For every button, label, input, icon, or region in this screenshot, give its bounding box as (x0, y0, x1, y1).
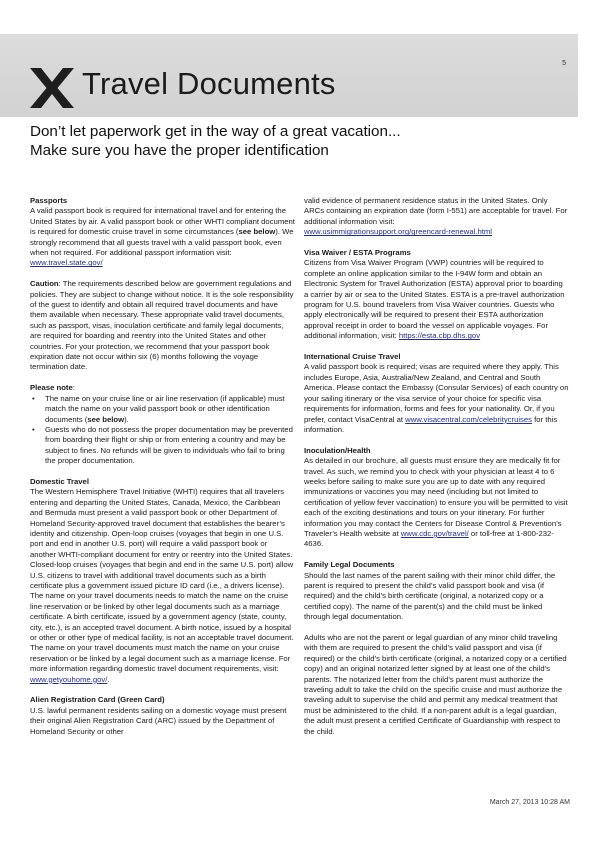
visa-waiver-section (304, 248, 569, 342)
please-note-colon: : (72, 383, 75, 393)
visa-waiver-heading: Visa Waiver / ESTA Programs (304, 248, 411, 258)
getyouhome-link[interactable]: www.getyouhome.gov/ (30, 674, 108, 684)
please-note-section (30, 383, 295, 466)
passports-section (30, 196, 295, 269)
family-legal-text-1: Should the last names of the parent sailing with their minor child differ, the parent is required to present the child’s valid passport book and visa (if required) and the child’s birth certificate (original, a notarized copy or a certified copy). The name of the parent(s) and the child must be linked through legal documentation. (304, 570, 556, 622)
international-travel-section (304, 352, 569, 435)
caution-section (30, 279, 295, 373)
bullet-1-text-a: The name on your cruise line or air line reservation (if applicable) must match the name on your valid passport book or other identification documents ( (45, 393, 285, 424)
page-title: Travel Documents (82, 66, 336, 101)
footer-date: March 27, 2013 10:28 AM (489, 799, 570, 806)
alien-registration-text-left: U.S. lawful permanent residents sailing on a domestic voyage must present their original Alien Registration Card (ARC) issued by the Department of Homeland Security or other (30, 705, 287, 736)
visa-waiver-text (304, 258, 569, 341)
domestic-travel-section (30, 477, 295, 685)
page-number: 5 (562, 60, 566, 67)
passports-see-below: see below (238, 227, 276, 237)
international-body: A valid passport book is required; visas are required where they apply. This includes Europe, Asia, Australia/New Zealand, and Central and South America. Please contact the Embassy (Consular Services) of each country on your sailing itinerary or the visa service of your choice for specific visa requirements for information, forms and fees for your nationality. Or, if you prefer, contact VisaCentral at (304, 362, 569, 424)
subtitle-line-1: Don’t let paperwork get in the way of a great vacation... (30, 123, 401, 140)
family-legal-heading: Family Legal Documents (304, 560, 395, 570)
international-travel-text (304, 362, 569, 435)
passports-text-a: A valid passport book is required for international travel and for entering the United States by air. A valid passport book or other WHTI compliant document is required for domestic cruise travel in some circumstances ( (30, 206, 295, 237)
alien-registration-text-right (304, 196, 569, 238)
inoculation-text (304, 456, 569, 550)
inoculation-end: or toll-free at 1-800-232-4636. (304, 528, 554, 549)
caution-label: Caution (30, 279, 59, 289)
list-item: • Guests who do not possess the proper documentation may be prevented from boarding their flight or ship or from entering a country and may be subject to fines. No refunds will be given to individuals who fail to bring the proper documentation. (30, 425, 295, 467)
domestic-body: The Western Hemisphere Travel Initiative (WHTI) requires that all travelers entering and departing the United States, Canada, Mexico, the Caribbean and Bermuda must present a valid passport book or other Department of Homeland Security-approved travel document that establishes the bearer’s identity and citizenship. Open-loop cruises (voyages that begin in one U.S. port and end in another U.S. port) will require a valid passport book or another WHTI-compliant document for entry or reentry into the United States. Closed-loop cruises (voyages that begin and end in the same U.S. port) allow U.S. citizens to travel with additional travel documents such as a birth certificate plus a government issued picture ID card (i.e., a drivers license). The name on your travel documents needs to match the name on the cruise line reservation or be linked by other legal documents such as a marriage certificate. A birth certificate, issued by a government agency (state, county, city, etc.), is an accepted travel document. A birth notice, issued by a hospital or other or other type of medical facility, is not an acceptable travel document. The name on your travel documents must match the name on your cruise reservation or be linked by a legal document such as a marriage license. For more information regarding domestic travel document requirements, visit: (30, 487, 294, 674)
family-legal-section (304, 560, 569, 622)
passports-text-b: ). We strongly recommend that all guests travel with a valid passport book, even when not required. For additional passport information visit: (30, 227, 294, 258)
alien-registration-continued (304, 196, 569, 238)
bullet-1-text-c: ). (124, 414, 129, 424)
right-column (304, 196, 569, 747)
list-item (30, 394, 295, 425)
domestic-end: . (107, 674, 110, 684)
alien-registration-section (30, 695, 295, 737)
esta-link[interactable]: https://esta.cbp.dhs.gov (398, 331, 481, 341)
visacentral-link[interactable]: www.visacentral.com/celebritycruises (405, 414, 533, 424)
subtitle (30, 122, 570, 160)
passports-heading: Passports (30, 196, 68, 205)
travel-state-gov-link[interactable]: www.travel.state.gov/ (30, 258, 103, 268)
subtitle-line-2: Make sure you have the proper identification (30, 142, 329, 159)
alien-right-body: valid evidence of permanent residence status in the United States. Only ARCs containing an expiration date (form I-551) are acceptable for travel. For additional information visit: (304, 196, 568, 226)
family-legal-text-2: Adults who are not the parent or legal guardian of any minor child traveling with them are required to present the child’s valid passport and visa (if required) or the child’s birth certificate (original, a notarized copy or a certified copy) and an original notarized letter signed by at least one of the child’s parents. The notarized letter from the child’s parent must authorize the traveling adult to take the child on the specific cruise and must authorize the traveling adult to supervise the child and permit any medical treatment that must be administered to the child. If a non-parent adult is a legal guardian, the adult must present a certified Certificate of Guardianship with respect to the child. (304, 632, 567, 736)
caution-text (30, 279, 295, 373)
left-column (30, 196, 295, 747)
family-legal-continued (304, 633, 569, 737)
bullet-1-see-below: see below (87, 414, 125, 424)
domestic-travel-heading: Domestic Travel (30, 476, 89, 486)
please-note-list (30, 394, 295, 467)
inoculation-body: As detailed in our brochure, all guests must ensure they are medically fit for travel. As such, we remind you to check with your physician at least 4 to 6 weeks before sailing to make sure you are up to date with any required immunizations or vaccines you may need (including but not limited to certification of yellow fever vaccination) to ensure you will be permitted to visit each of the exciting destinations and tours on your itinerary. For further information you may contact the Centers for Disease Control & Prevention’s Traveler’s Health website at (304, 456, 568, 538)
please-note-title: Please note (30, 383, 73, 393)
alien-registration-heading: Alien Registration Card (Green Card) (30, 695, 165, 705)
greencard-renewal-link[interactable]: www.usimmigrationsupport.org/greencard-renewal.html (304, 227, 492, 237)
visa-waiver-body: Citizens from Visa Waiver Program (VWP) countries will be required to complete an online application similar to the I-94W form and obtain an Electronic System for Travel Authorization (ESTA) approval prior to boarding a carrier by air or sea to the United States. ESTA is a pre-travel authorization program for U.S. bound travelers from Visa Waiver countries. Guests who apply electronically will be required to present their ESTA authorization approval receipt in order to board the vessel on applicable voyages. For additional information, visit: (304, 258, 565, 341)
inoculation-heading: Inoculation/Health (304, 445, 371, 455)
cdc-travel-link[interactable]: www.cdc.gov/travel/ (400, 528, 469, 538)
domestic-travel-text (30, 487, 295, 685)
x-logo-icon (30, 68, 74, 108)
inoculation-section (304, 446, 569, 550)
caution-body: : The requirements described below are government regulations and policies. They are subject to change without notice. It is the sole responsibility of the guest to identify and obtain all required travel documents and have them available when necessary. These appropriate valid travel documents, such as passport, visas, inoculation certificate and family legal documents, are required for boarding and reentry into the United States and other countries. For your protection, we recommend that your passport book expiration date not occur within six (6) months following the voyage termination date. (30, 279, 294, 372)
international-travel-heading: International Cruise Travel (304, 352, 401, 362)
please-note-heading (30, 383, 295, 393)
international-end: for this information. (304, 414, 558, 434)
passports-text (30, 206, 295, 268)
